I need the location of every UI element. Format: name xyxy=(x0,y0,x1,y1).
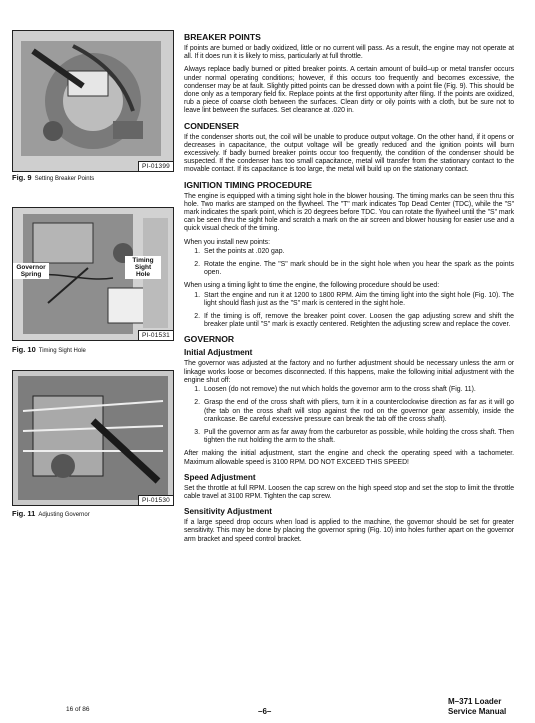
governor-p1: The governor was adjusted at the factory and no further adjustment should be necessary unless the arm or linkage works loose or becomes disconnected. If this happens, make the following initial adjustment with the engine shut off: xyxy=(184,360,514,384)
governor-p2: After making the initial adjustment, start the engine and check the operating speed with a tachometer. Maximum allowable speed is 3100 RPM. DO NOT EXCEED THIS SPEED! xyxy=(184,450,514,466)
page-counter: 16 of 86 xyxy=(66,706,90,713)
speed-adjustment-heading: Speed Adjustment xyxy=(184,472,256,482)
list-item xyxy=(184,248,514,256)
timing-sight-hole-callout: Timing Sight Hole xyxy=(125,256,161,279)
governor-spring-callout: Governor Spring xyxy=(13,263,49,279)
timing-p3: When using a timing light to time the engine, the following procedure should be used: xyxy=(184,282,440,290)
step-text: If the timing is off, remove the breaker point cover. Loosen the gap adjusting screw and shift the breaker plate until "S" mark is exactly centered. Retighten the adjusting screw and replace the cover. xyxy=(204,313,514,329)
step-number: 2. xyxy=(194,399,200,407)
step-text: Grasp the end of the cross shaft with pliers, turn it in a counterclockwise direction as far as it will go (the tab on the cross shaft will stop against the rod on the governor gear assembly, inside the crankcase. Be careful excessive pressure can break the tab off the cross shaft). xyxy=(204,399,514,423)
manual-type: Service Manual xyxy=(448,707,507,716)
figure-9-caption: Setting Breaker Points xyxy=(34,176,95,182)
figure-11-id: PI-01530 xyxy=(138,495,173,505)
list-item xyxy=(184,386,514,394)
figure-9-id: PI-01399 xyxy=(138,161,173,171)
governor-steps xyxy=(184,386,514,445)
figure-11-label xyxy=(12,509,90,518)
list-item xyxy=(184,399,514,424)
breaker-points-illustration xyxy=(13,31,173,171)
governor-heading: GOVERNOR xyxy=(184,334,235,345)
figure-9-number: Fig. 9 xyxy=(12,173,32,182)
sensitivity-adjustment-heading: Sensitivity Adjustment xyxy=(184,507,272,517)
step-text: Loosen (do not remove) the nut which holds the governor arm to the cross shaft (Fig. 11). xyxy=(204,386,476,394)
list-item xyxy=(184,292,514,308)
step-number: 1. xyxy=(194,291,200,299)
figure-9-label xyxy=(12,173,94,182)
figure-11-photo xyxy=(12,370,174,506)
figure-10-number: Fig. 10 xyxy=(12,345,36,354)
step-number: 3. xyxy=(194,428,200,436)
page-number: –6– xyxy=(258,707,272,716)
condenser-p1: If the condenser shorts out, the coil will be unable to produce output voltage. On the other hand, if it opens or decreases in capacitance, the output voltage will be greatly reduced and the ignition points will burn excessively. If badly burned breaker points occur too frequently, the condition of the condenser should be suspected. If the condenser has too small capacitance, metal will transfer from the stationary contact to the movable contact. If its capacitance is too large, the metal will build up on the stationary contact. xyxy=(184,133,514,174)
step-number: 1. xyxy=(194,386,200,394)
timing-p2: When you install new points: xyxy=(184,238,270,246)
governor-adjustment-illustration xyxy=(13,371,173,505)
timing-p1: The engine is equipped with a timing sight hole in the blower housing. The timing marks can be seen thru this hole. Two marks are stamped on the flywheel. The "T" mark indicates Top Dead Center (TDC), while the "S" mark indicates the spark point, which is 20 degrees before TDC. You can rotate the flywheel until the "S" mark can be seen thru the sight hole and scratch a mark on the air screen and blower housing for easier use and a quick visual check of the timing. xyxy=(184,192,514,233)
text-column xyxy=(184,32,514,549)
timing-light-steps xyxy=(184,292,514,330)
step-number: 2. xyxy=(194,261,200,269)
manual-title xyxy=(448,697,506,717)
figure-9-photo xyxy=(12,30,174,172)
breaker-points-p1: If points are burned or badly oxidized, little or no current will pass. As a result, the engine may not operate at all. If it does run it is likely to miss, particularly at full throttle. xyxy=(184,45,514,61)
new-points-steps xyxy=(184,248,514,278)
step-text: Set the points at .020 gap. xyxy=(204,247,285,255)
step-text: Pull the governor arm as far away from the carburetor as possible, while holding the cross shaft. Then tighten the nut holding the arm to the shaft. xyxy=(204,428,514,445)
step-text: Rotate the engine. The "S" mark should be in the sight hole when you hear the spark as the points open. xyxy=(204,261,514,277)
list-item xyxy=(184,261,514,277)
figure-10-caption: Timing Sight Hole xyxy=(38,348,86,354)
governor-p3: Set the throttle at full RPM. Loosen the cap screw on the high speed stop and set the stop to limit the throttle cable travel at 3100 RPM. Tighten the cap screw. xyxy=(184,484,514,500)
figure-11-number: Fig. 11 xyxy=(12,509,36,518)
figure-10-id: PI-01531 xyxy=(138,330,173,340)
model-name: M–371 Loader xyxy=(448,697,502,706)
figure-11-caption: Adjusting Governor xyxy=(38,512,90,518)
list-item xyxy=(184,313,514,329)
breaker-points-p2: Always replace badly burned or pitted breaker points. A certain amount of build–up or metal transfer occurs under normal operating conditions; however, if this occurs too frequently and becomes excessive, the condenser may be at fault. Slightly pitted points can be dressed down with a point file (Fig. 9). This should be done only as a temporary field fix. Replace points at the first opportunity after filing. If the points are oxidized, rub a piece of coarse cloth between the surfaces. Clean dirty or oily points with a cloth, but be sure not to leave lint between the surfaces. Set clearance at .020 in. xyxy=(184,66,514,115)
initial-adjustment-heading: Initial Adjustment xyxy=(184,348,253,358)
list-item xyxy=(184,429,514,445)
step-number: 2. xyxy=(194,313,200,321)
condenser-heading: CONDENSER xyxy=(184,120,239,131)
step-number: 1. xyxy=(194,247,200,255)
figure-10-label xyxy=(12,345,86,354)
figure-10-photo xyxy=(12,207,174,341)
step-text: Start the engine and run it at 1200 to 1800 RPM. Aim the timing light into the sight hole (Fig. 10). The light should flash just as the "S" mark is centered in the sight hole. xyxy=(204,291,514,307)
governor-p4: If a large speed drop occurs when load is applied to the machine, the governor should be set for greater sensitivity. This may be done by placing the governor spring (Fig. 10) into holes further apart on the governor arm bracket and speed control bracket. xyxy=(184,519,514,543)
timing-heading: IGNITION TIMING PROCEDURE xyxy=(184,179,312,190)
breaker-points-heading: BREAKER POINTS xyxy=(184,32,261,42)
